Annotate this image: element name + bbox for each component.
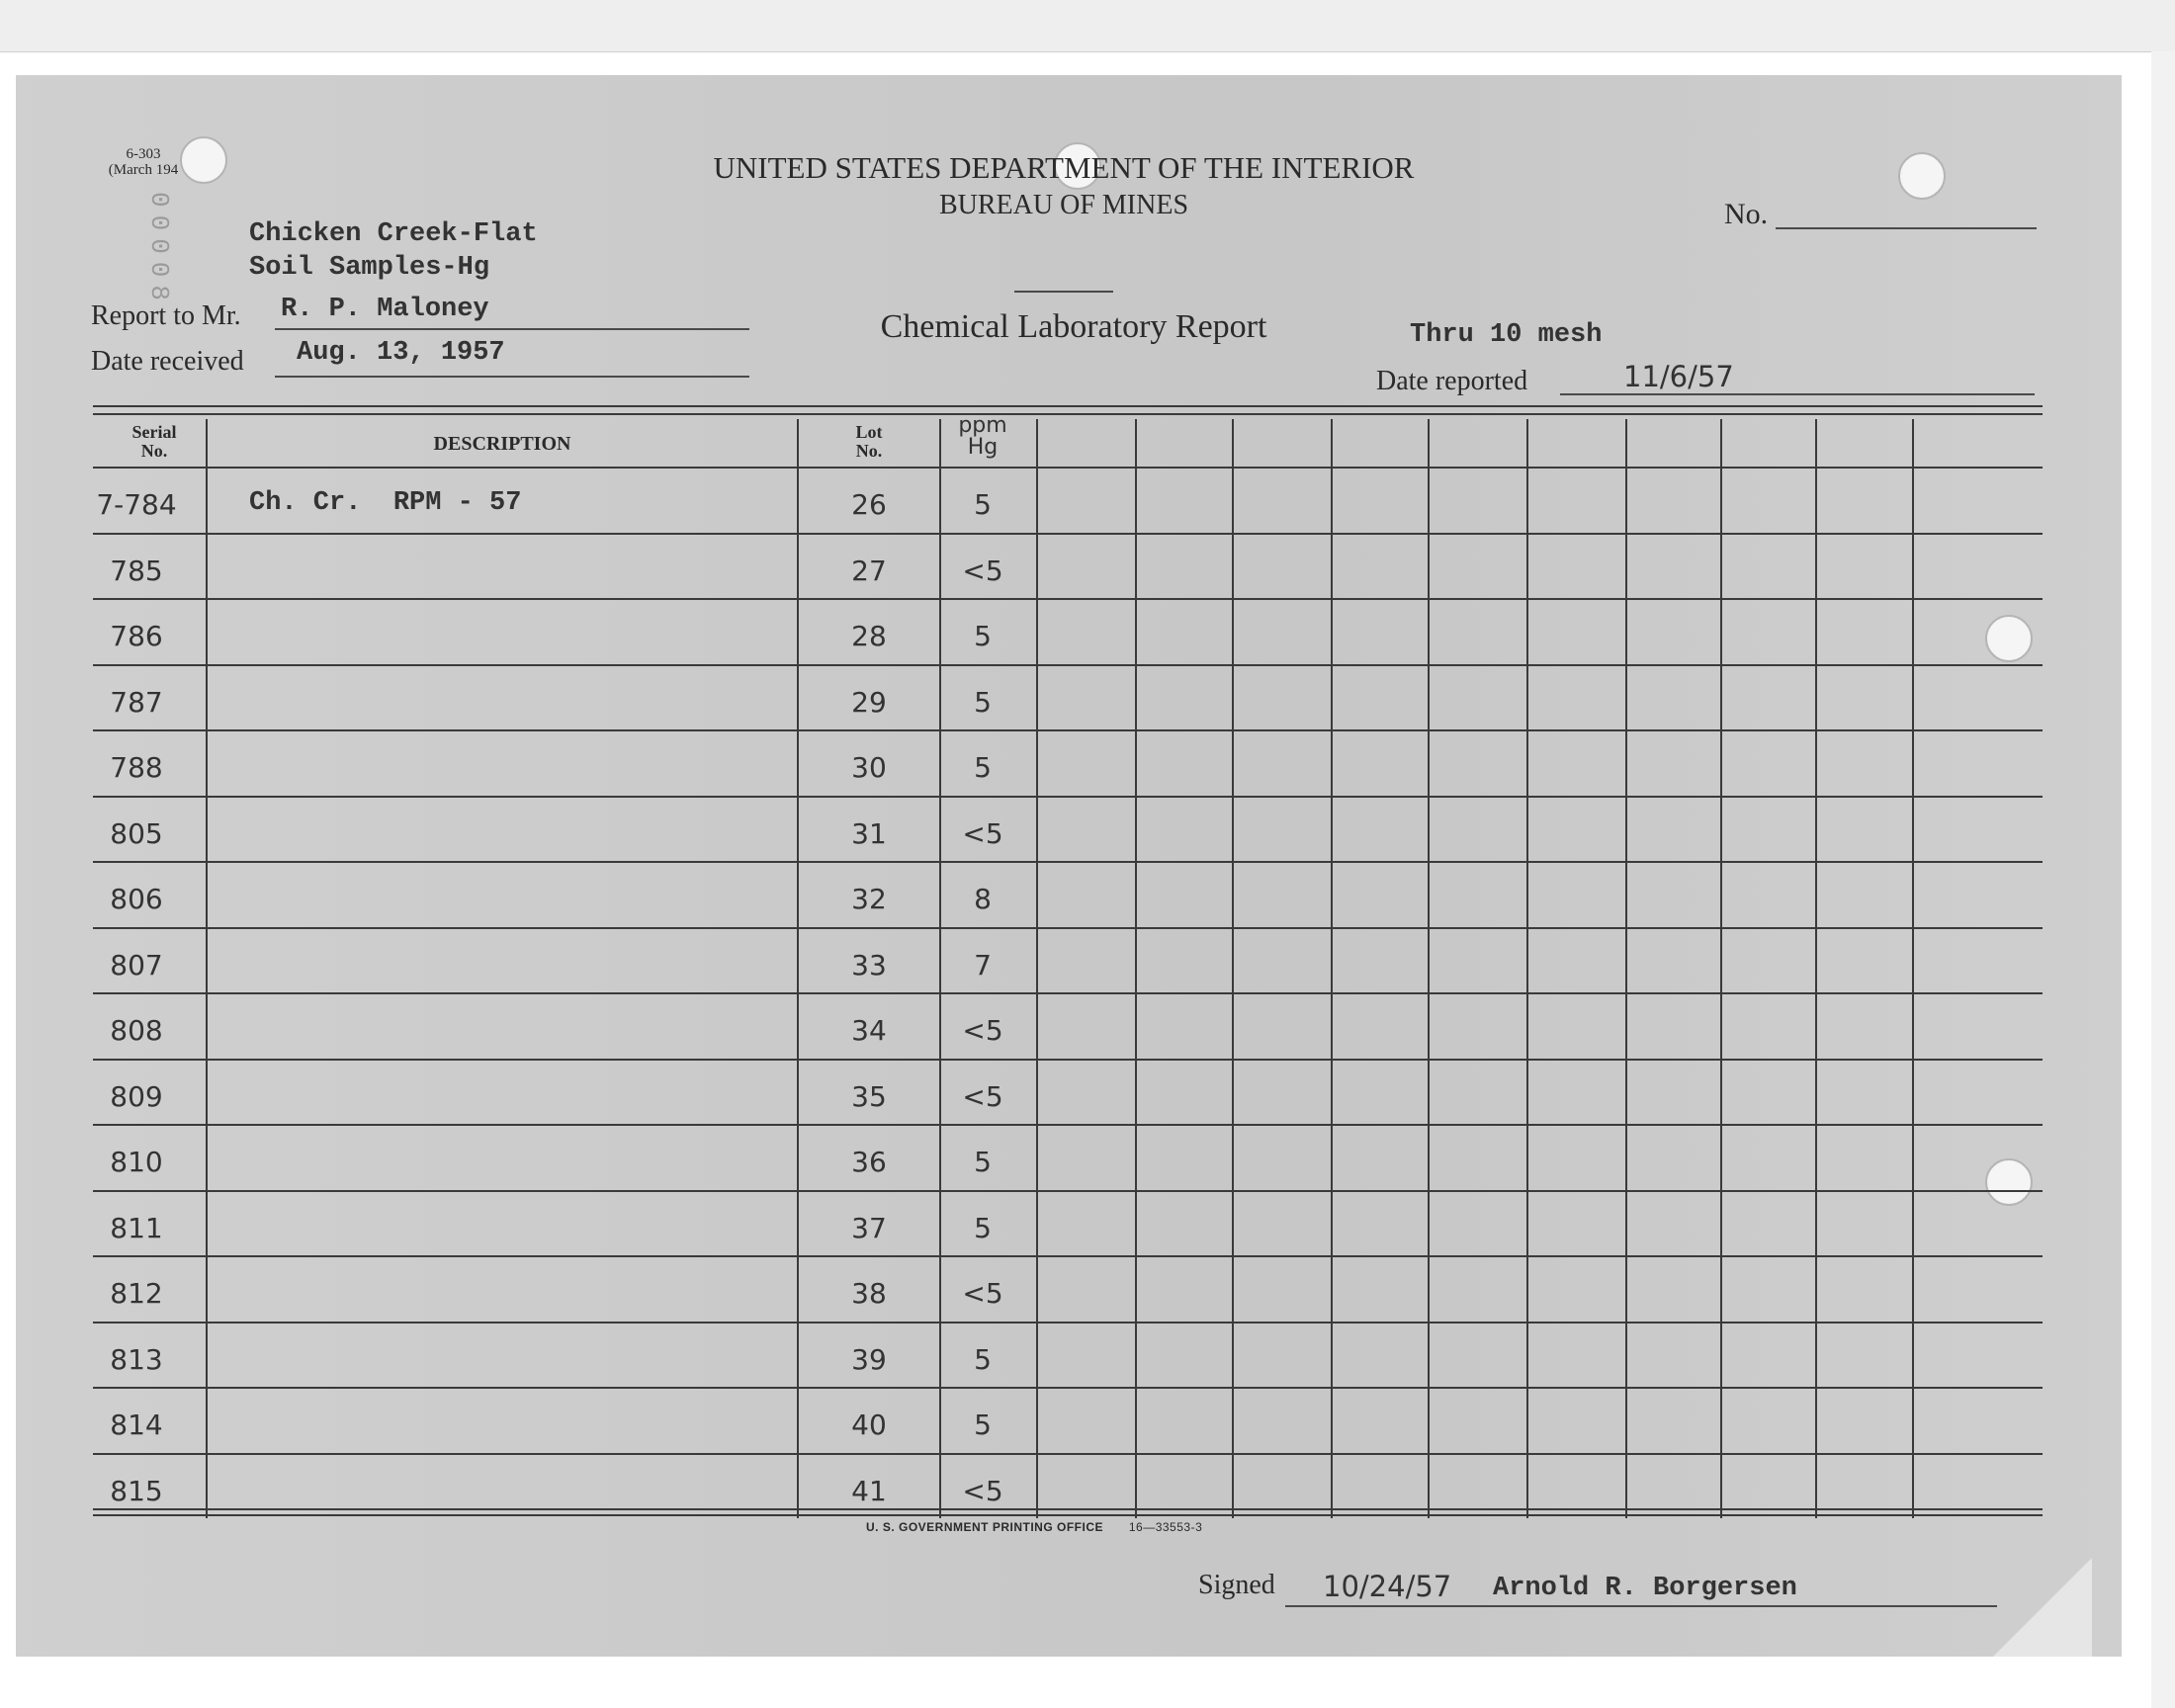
header-bottom-rule [93,467,2043,469]
signature-underline [1285,1605,1997,1607]
ppm-cell: 5 [974,488,992,521]
column-divider [1815,419,1817,1518]
ppm-cell: <5 [962,817,1003,850]
table-top-rule [93,413,2043,415]
ppm-cell: 5 [974,1212,992,1244]
serial-cell: 812 [110,1277,163,1310]
ppm-cell: <5 [962,1277,1003,1310]
serial-cell: 813 [110,1343,163,1376]
report-title: Chemical Laboratory Report [880,308,1267,345]
row-rule [93,664,2043,666]
signature: Arnold R. Borgersen [1493,1574,1797,1603]
date-reported-value: 11/6/57 [1623,360,1734,393]
lot-cell: 41 [851,1475,887,1507]
lot-cell: 32 [851,883,887,915]
ppm-cell: 5 [974,620,992,652]
serial-cell: 815 [110,1475,163,1507]
ppm-header [943,415,1022,459]
ppm-header-line1: ppm [958,413,1007,438]
serial-cell: 786 [110,620,163,652]
lot-cell: 38 [851,1277,887,1310]
form-revision: (March 194 [108,162,179,178]
report-to-underline [275,328,749,330]
lot-cell: 27 [851,555,887,587]
lot-cell: 28 [851,620,887,652]
lot-cell: 37 [851,1212,887,1244]
row-rule [93,927,2043,929]
lot-cell: 35 [851,1080,887,1113]
punch-hole [1985,615,2033,662]
ppm-cell: <5 [962,1014,1003,1047]
row-rule [93,1124,2043,1126]
title-rule [1014,291,1113,293]
row-rule [93,1453,2043,1455]
ppm-cell: 5 [974,686,992,719]
serial-cell: 809 [110,1080,163,1113]
punch-hole [1898,152,1946,200]
printer-name: U. S. GOVERNMENT PRINTING OFFICE [866,1520,1104,1534]
lot-header-line2: No. [855,441,883,461]
column-divider [1912,419,1914,1518]
table-top-rule [93,405,2043,407]
serial-header-line1: Serial [131,422,177,442]
viewer-top-band [0,0,2175,52]
column-divider [797,419,799,1518]
ppm-cell: <5 [962,555,1003,587]
ppm-cell: 5 [974,751,992,784]
serial-cell: 808 [110,1014,163,1047]
row-rule [93,1322,2043,1324]
row-rule [93,598,2043,600]
serial-cell: 788 [110,751,163,784]
serial-cell: 806 [110,883,163,915]
ppm-cell: 8 [974,883,992,915]
ppm-cell: 5 [974,1343,992,1376]
date-received-label: Date received [91,346,244,377]
serial-cell: 7-784 [96,488,177,521]
serial-cell: 811 [110,1212,163,1244]
row-rule [93,1190,2043,1192]
punch-hole [1985,1158,2033,1206]
printer-code: 16—33553-3 [1128,1520,1203,1534]
ppm-cell: <5 [962,1475,1003,1507]
ppm-cell: 5 [974,1146,992,1178]
lot-cell: 33 [851,949,887,982]
column-divider [206,419,208,1518]
folded-corner [1993,1558,2092,1657]
lab-report-sheet [16,75,2122,1657]
no-label: No. [1724,198,1769,230]
project-name: Chicken Creek-Flat [249,219,538,249]
serial-header [105,423,204,461]
signed-date: 10/24/57 [1323,1570,1452,1603]
date-received-value: Aug. 13, 1957 [297,338,505,368]
lot-cell: 34 [851,1014,887,1047]
row-rule [93,796,2043,798]
viewer-right-strip [2151,51,2175,1708]
row-rule [93,729,2043,731]
column-divider [1526,419,1528,1518]
column-divider [1036,419,1038,1518]
ppm-header-line2: Hg [967,435,999,460]
serial-cell: 810 [110,1146,163,1178]
signed-label: Signed [1198,1570,1275,1600]
lot-cell: 29 [851,686,887,719]
description-cell: Ch. Cr. RPM - 57 [249,488,522,518]
column-divider [1331,419,1333,1518]
serial-cell: 805 [110,817,163,850]
lot-cell: 36 [851,1146,887,1178]
serial-cell: 807 [110,949,163,982]
column-divider [1625,419,1627,1518]
serial-cell: 787 [110,686,163,719]
row-rule [93,1059,2043,1061]
column-divider [939,419,941,1518]
ppm-cell: 5 [974,1409,992,1441]
date-reported-label: Date reported [1376,366,1528,396]
bureau-heading: BUREAU OF MINES [938,190,1189,220]
column-divider [1135,419,1137,1518]
ppm-cell: 7 [974,949,992,982]
form-number: 6-303 [126,146,161,162]
table-bottom-rule [93,1508,2043,1510]
lot-cell: 30 [851,751,887,784]
sample-type: Soil Samples-Hg [249,253,490,283]
lot-header [799,423,939,461]
ppm-cell: <5 [962,1080,1003,1113]
printer-imprint [866,1520,1202,1534]
department-heading: UNITED STATES DEPARTMENT OF THE INTERIOR [713,150,1415,185]
row-rule [93,533,2043,535]
serial-cell: 814 [110,1409,163,1441]
mesh-note: Thru 10 mesh [1410,320,1603,350]
lot-header-line1: Lot [855,422,883,442]
row-rule [93,1387,2043,1389]
no-underline [1776,227,2037,229]
date-received-underline [275,376,749,378]
description-header: DESCRIPTION [433,433,571,455]
date-reported-underline [1560,393,2035,395]
column-divider [1232,419,1234,1518]
serial-cell: 785 [110,555,163,587]
serial-header-line2: No. [140,441,168,461]
table-bottom-rule [93,1514,2043,1516]
column-divider [1428,419,1430,1518]
form-id [89,146,198,178]
row-rule [93,861,2043,863]
report-to-label: Report to Mr. [91,300,241,331]
lot-cell: 31 [851,817,887,850]
row-rule [93,1255,2043,1257]
lot-cell: 26 [851,488,887,521]
report-to-value: R. P. Maloney [281,295,489,324]
lot-cell: 40 [851,1409,887,1441]
lot-cell: 39 [851,1343,887,1376]
column-divider [1720,419,1722,1518]
row-rule [93,992,2043,994]
margin-stamp: 00008 [144,192,174,309]
